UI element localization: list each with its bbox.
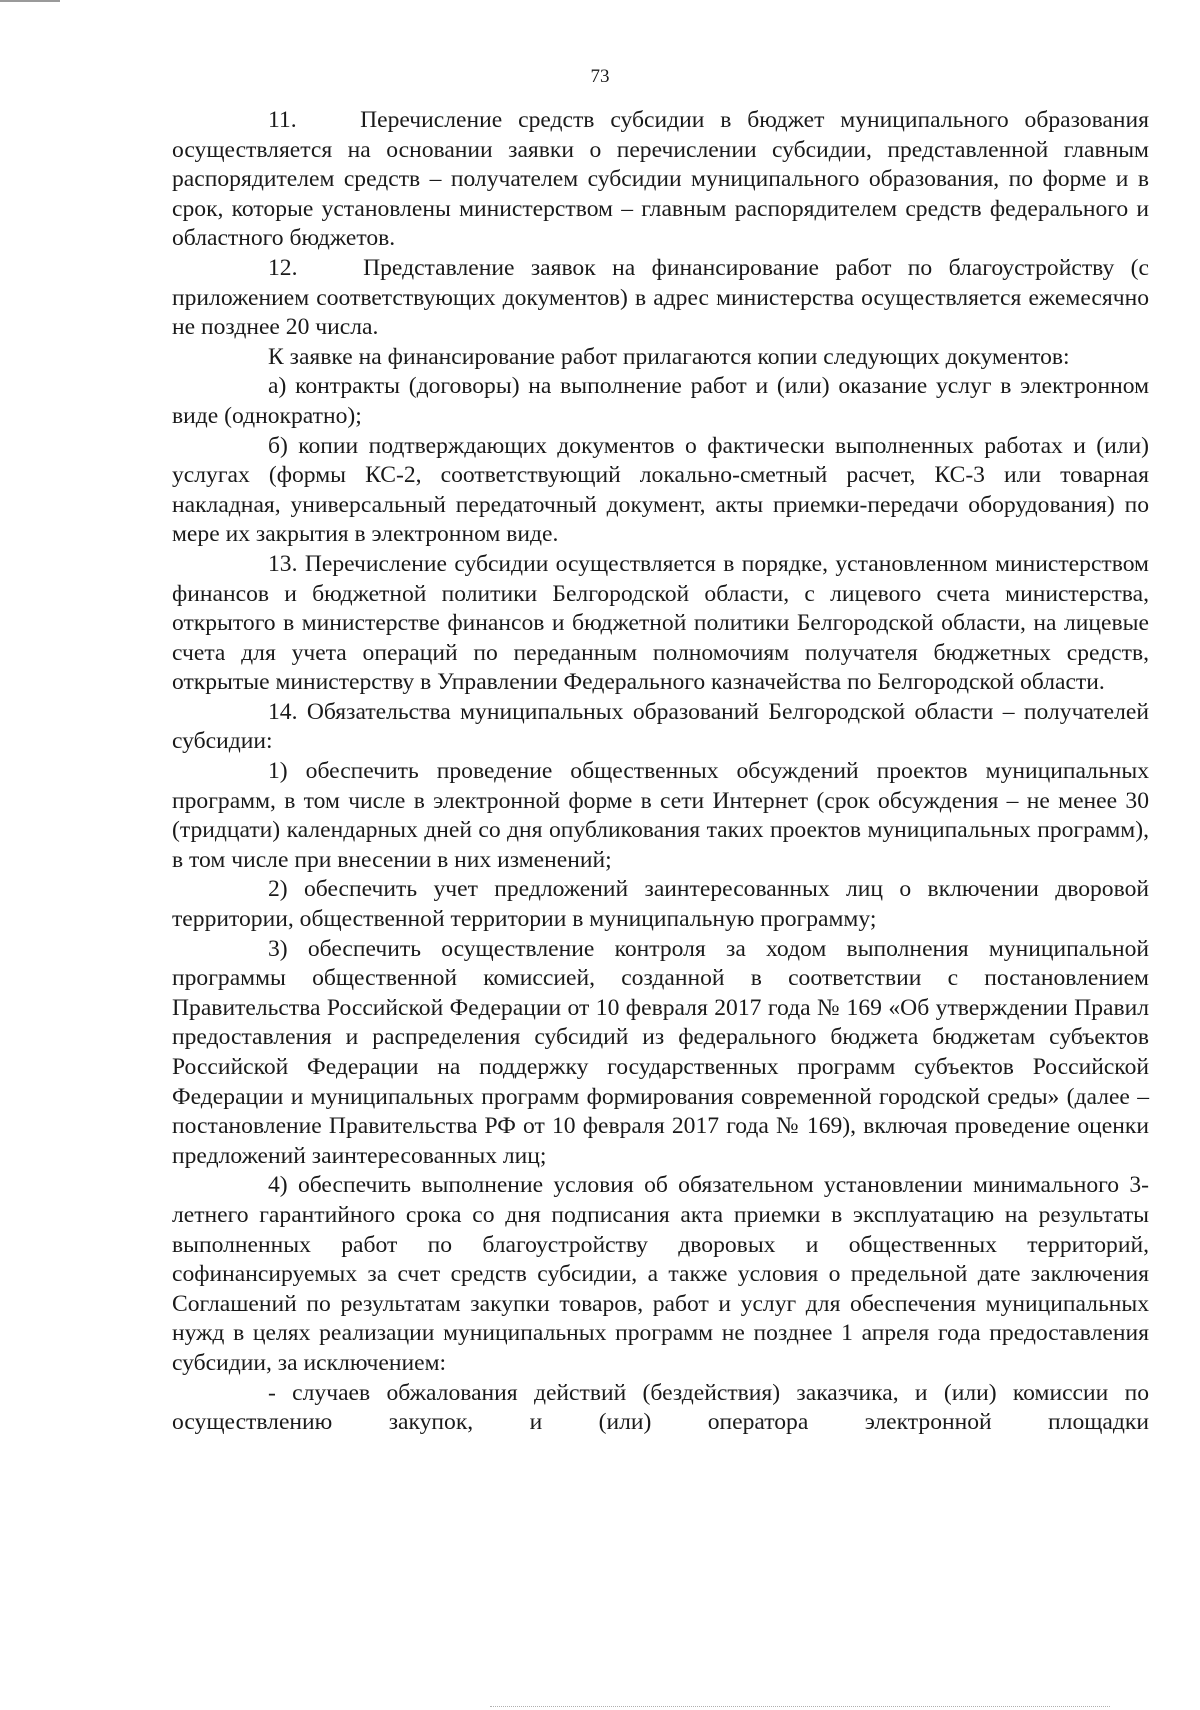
paragraph-14: 14. Обязательства муниципальных образований Белгородской области – получателей субсидии: <box>172 698 1149 755</box>
paragraph-obligation-2: 2) обеспечить учет предложений заинтересованных лиц о включении дворовой территории, общественной территории в муниципальную программу; <box>172 876 1149 933</box>
scan-artifact-bottom <box>490 1706 1110 1708</box>
paragraph-exception-1: - случаев обжалования действий (бездействия) заказчика, и (или) комиссии по осуществлению закупок, и (или) оператора электронной площадки <box>172 1379 1149 1436</box>
paragraph-obligation-3: 3) обеспечить осуществление контроля за ходом выполнения муниципальной программы общественной комиссией, созданной в соответствии с постановлением Правительства Российской Федерации от 10 февраля 2017 года № 169 «Об утверждении Правил предоставления и распределения субсидий из федерального бюджета бюджетам субъектов Российской Федерации на поддержку государственных программ субъектов Российской Федерации и муниципальных программ формирования современной городской среды» (далее – постановление Правительства РФ от 10 февраля 2017 года № 169), включая проведение оценки предложений заинтересованных лиц; <box>172 935 1149 1169</box>
paragraph-obligation-1: 1) обеспечить проведение общественных обсуждений проектов муниципальных программ, в том числе в электронной форме в сети Интернет (срок обсуждения – не менее 30 (тридцати) календарных дней со дня опубликования таких проектов муниципальных программ), в том числе при внесении в них изменений; <box>172 758 1149 873</box>
paragraph-13: 13. Перечисление субсидии осуществляется в порядке, установленном министерством финансов и бюджетной политики Белгородской области, с лицевого счета министерства, открытого в министерстве финансов и бюджетной политики Белгородской области, на лицевые счета для учета операций по переданным полномочиям получателя бюджетных средств, открытые министерству в Управлении Федерального казначейства по Белгородской области. <box>172 550 1149 696</box>
paragraph-item-a: а) контракты (договоры) на выполнение работ и (или) оказание услуг в электронном виде (однократно); <box>172 373 1149 429</box>
paragraph-12: 12. Представление заявок на финансирование работ по благоустройству (с приложением соответствующих документов) в адрес министерства осуществляется ежемесячно не позднее 20 числа. <box>172 254 1149 341</box>
paragraph-obligation-4: 4) обеспечить выполнение условия об обязательном установлении минимального 3-летнего гарантийного срока со дня подписания акта приемки в эксплуатацию на результаты выполненных работ по благоустройству дворовых и общественных территорий, софинансируемых за счет средств субсидии, а также условия о предельной дате заключения Соглашений по результатам закупки товаров, работ и услуг для обеспечения муниципальных нужд в целях реализации муниципальных программ не позднее 1 апреля года предоставления субсидии, за исключением: <box>172 1172 1149 1376</box>
paragraph-11: 11. Перечисление средств субсидии в бюджет муниципального образования осуществляется на основании заявки о перечислении субсидии, представленной главным распорядителем средств – получателем субсидии муниципального образования, по форме и в срок, которые установлены министерством – главным распорядителем средств федерального и областного бюджетов. <box>172 107 1149 252</box>
page-number: 73 <box>590 66 610 87</box>
paragraph-item-b: б) копии подтверждающих документов о фактически выполненных работах и (или) услугах (формы КС-2, соответствующий локально-сметный расчет, КС-3 или товарная накладная, универсальный передаточный документ, акты приемки-передачи оборудования) по мере их закрытия в электронном виде. <box>172 432 1149 548</box>
paragraph-documents-intro: К заявке на финансирование работ прилагаются копии следующих документов: <box>268 343 1070 370</box>
document-body <box>172 106 1149 1438</box>
scan-artifact-top <box>0 0 60 2</box>
